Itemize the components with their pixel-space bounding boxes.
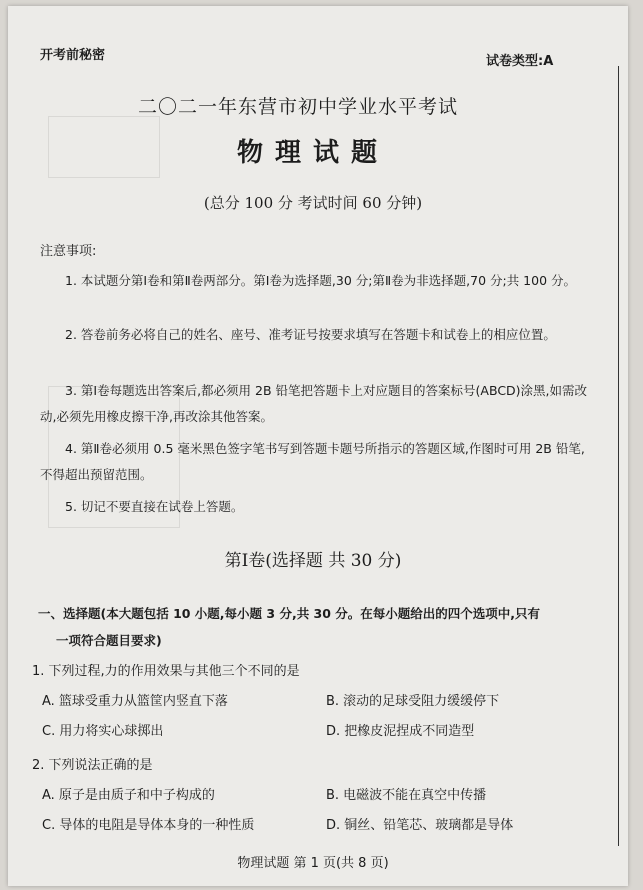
- page-footer: 物理试题 第 1 页(共 8 页): [237, 856, 389, 871]
- note-item: 2. 答卷前务必将自己的姓名、座号、准考证号按要求填写在答题卡和试卷上的相应位置。: [65, 327, 556, 342]
- question-option: A. 原子是由质子和中子构成的: [42, 788, 215, 803]
- question-option: D. 把橡皮泥捏成不同造型: [326, 724, 475, 739]
- note-item: 5. 切记不要直接在试卷上答题。: [65, 499, 244, 514]
- paper-type-tag: 试卷类型:A: [486, 54, 554, 69]
- question-option: C. 用力将实心球掷出: [42, 724, 164, 739]
- question-stem: 2. 下列说法正确的是: [32, 758, 153, 773]
- instruction-line: 一、选择题(本大题包括 10 小题,每小题 3 分,共 30 分。在每小题给出的四个选项中,只有: [38, 606, 541, 621]
- subject-title: 物理试题: [236, 138, 389, 168]
- note-item: 3. 第Ⅰ卷每题选出答案后,都必须用 2B 铅笔把答题卡上对应题目的答案标号(ABCD)涂黑,如需改动,必须先用橡皮擦干净,再改涂其他答案。: [40, 383, 588, 424]
- instruction-line: 一项符合题目要求): [56, 633, 162, 648]
- exam-title: 二〇二一年东营市初中学业水平考试: [138, 96, 459, 118]
- question-option: B. 滚动的足球受阻力缓缓停下: [326, 694, 500, 709]
- question-stem: 1. 下列过程,力的作用效果与其他三个不同的是: [32, 664, 300, 679]
- page-edge-line: [618, 66, 619, 846]
- exam-page: [8, 6, 628, 886]
- section-title: 第Ⅰ卷(选择题 共 30 分): [224, 551, 402, 571]
- note-item: 1. 本试题分第Ⅰ卷和第Ⅱ卷两部分。第Ⅰ卷为选择题,30 分;第Ⅱ卷为非选择题,70 分;共 100 分。: [65, 273, 577, 288]
- question-option: C. 导体的电阻是导体本身的一种性质: [42, 818, 255, 833]
- question-option: B. 电磁波不能在真空中传播: [326, 788, 487, 803]
- note-item: 4. 第Ⅱ卷必须用 0.5 毫米黑色签字笔书写到答题卡题号所指示的答题区域,作图时可用 2B 铅笔,不得超出预留范围。: [40, 441, 585, 482]
- confidential-tag: 开考前秘密: [40, 48, 106, 63]
- score-time-line: (总分 100 分 考试时间 60 分钟): [203, 194, 423, 212]
- question-option: D. 铜丝、铅笔芯、玻璃都是导体: [326, 818, 514, 833]
- section-instruction: [38, 600, 598, 654]
- notes-heading: 注意事项:: [40, 244, 97, 259]
- question-option: A. 篮球受重力从篮筐内竖直下落: [42, 694, 228, 709]
